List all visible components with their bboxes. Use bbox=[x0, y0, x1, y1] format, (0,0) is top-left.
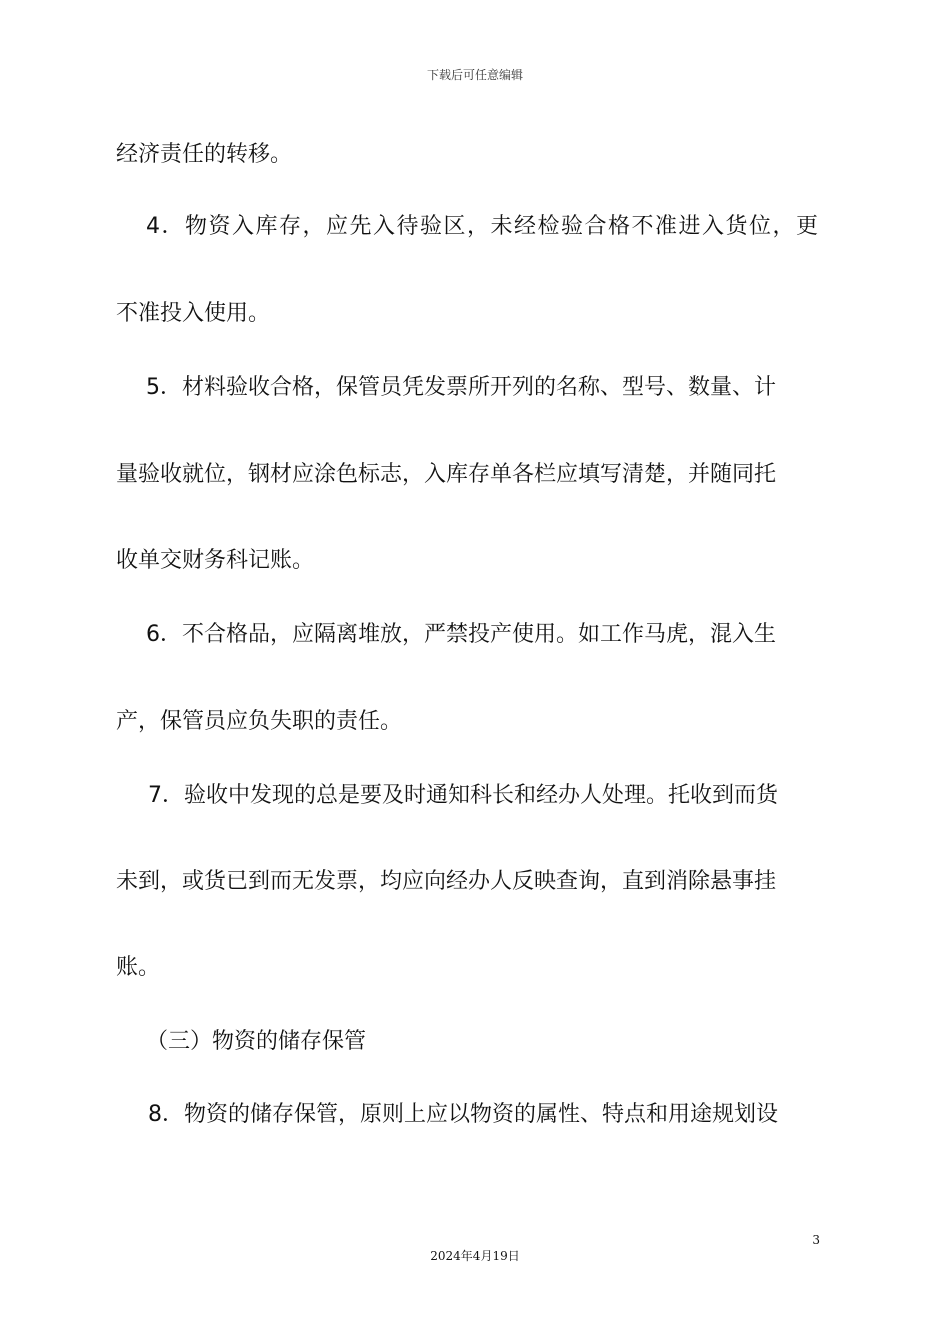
body-line-11: 账。 bbox=[116, 955, 161, 980]
body-line-6: 收单交财务科记账。 bbox=[116, 548, 315, 573]
page-number: 3 bbox=[812, 1233, 820, 1247]
body-line-4: 5．材料验收合格，保管员凭发票所开列的名称、型号、数量、计 bbox=[146, 375, 776, 400]
page-footer-date: 2024年4月19日 bbox=[430, 1249, 520, 1263]
body-line-7: 6．不合格品，应隔离堆放，严禁投产使用。如工作马虎，混入生 bbox=[146, 622, 776, 647]
body-line-2: 4．物资入库存，应先入待验区，未经检验合格不准进入货位，更 bbox=[146, 214, 818, 239]
body-line-13: 8．物资的储存保管，原则上应以物资的属性、特点和用途规划设 bbox=[148, 1102, 778, 1127]
body-line-5: 量验收就位，钢材应涂色标志，入库存单各栏应填写清楚，并随同托 bbox=[116, 462, 777, 487]
body-line-3: 不准投入使用。 bbox=[116, 301, 271, 326]
body-line-1: 经济责任的转移。 bbox=[116, 142, 293, 167]
body-line-9: 7．验收中发现的总是要及时通知科长和经办人处理。托收到而货 bbox=[148, 783, 778, 808]
body-line-10: 未到，或货已到而无发票，均应向经办人反映查询，直到消除悬事挂 bbox=[116, 869, 777, 894]
page-header: 下载后可任意编辑 bbox=[426, 68, 523, 82]
body-line-8: 产，保管员应负失职的责任。 bbox=[116, 709, 403, 734]
section-heading: （三）物资的储存保管 bbox=[146, 1029, 367, 1054]
